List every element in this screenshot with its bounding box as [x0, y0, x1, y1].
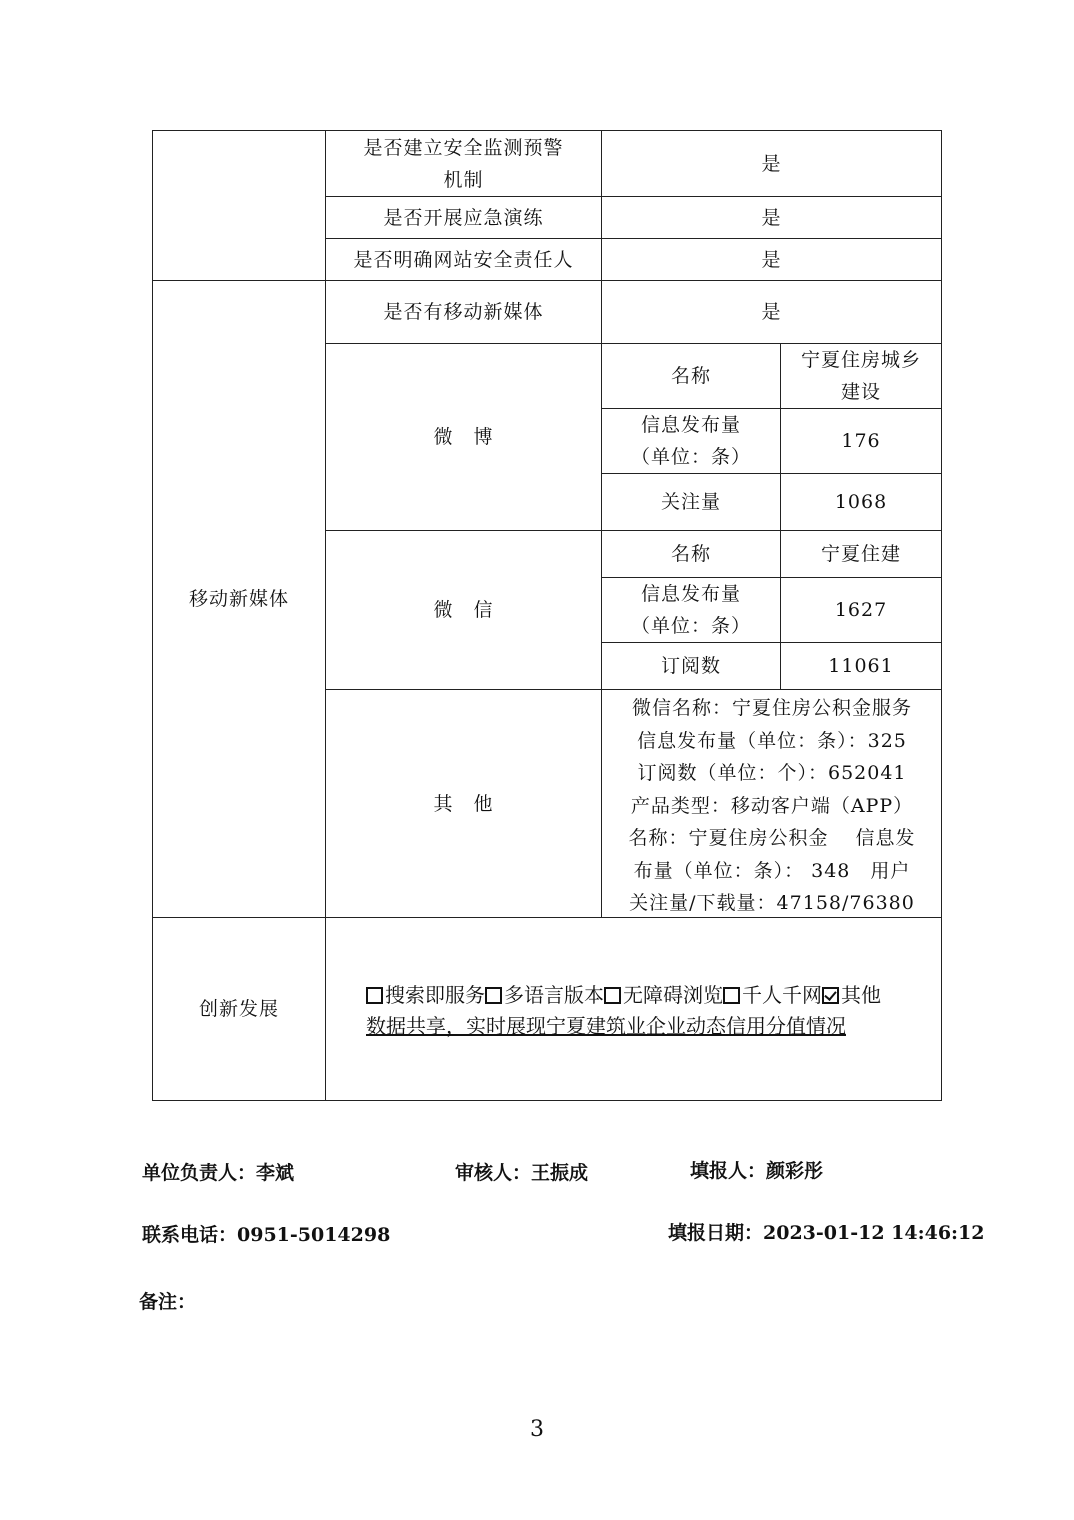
other-details [602, 692, 942, 920]
wechat-name-label: 名称 [670, 543, 711, 565]
checkbox-icon [723, 987, 740, 1004]
innovation-options [366, 980, 881, 1042]
report-date: 填报日期：2023-01-12 14:46:12 [668, 1222, 985, 1244]
drill-label: 是否开展应急演练 [383, 206, 544, 229]
wechat-subs-label: 订阅数 [660, 655, 721, 677]
checkbox-other[interactable]: 其他 [822, 983, 881, 1007]
other-label: 其 他 [433, 792, 494, 815]
mobile-media-section-label: 移动新媒体 [188, 588, 289, 610]
checkbox-icon [604, 987, 621, 1004]
unit-leader: 单位负责人：李斌 [142, 1162, 295, 1184]
has-mobile-label: 是否有移动新媒体 [383, 301, 544, 323]
checkbox-icon [485, 987, 502, 1004]
weibo-posts-label: 信息发布量 （单位：条） [630, 414, 751, 468]
other-line: 布量（单位：条）： 348 用户 [633, 859, 911, 882]
other-line: 关注量/下载量：47158/76380 [629, 892, 915, 914]
checkbox-multilingual[interactable]: 多语言版本 [485, 983, 604, 1007]
monitor-label: 是否建立安全监测预警 机制 [363, 136, 564, 191]
contact-phone: 联系电话：0951-5014298 [142, 1224, 391, 1246]
other-line: 信息发布量（单位：条）：325 [637, 729, 907, 752]
checkbox-search-service[interactable]: 搜索即服务 [366, 983, 485, 1007]
page-number: 3 [530, 1417, 544, 1442]
checkbox-personalized[interactable]: 千人千网 [723, 983, 822, 1007]
checked-checkbox-icon [822, 987, 839, 1004]
weibo-name-value: 宁夏住房城乡 建设 [800, 349, 921, 403]
wechat-posts-value: 1627 [834, 599, 888, 621]
responsible-value: 是 [761, 248, 782, 271]
remark: 备注： [139, 1291, 197, 1313]
weibo-follow-label: 关注量 [660, 491, 721, 513]
wechat-name-value: 宁夏住建 [820, 543, 901, 565]
other-line: 微信名称：宁夏住房公积金服务 [631, 697, 912, 719]
innovation-note: 数据共享，实时展现宁夏建筑业企业动态信用分值情况 [366, 1014, 846, 1038]
weibo-name-label: 名称 [670, 365, 711, 387]
wechat-posts-label: 信息发布量 （单位：条） [630, 583, 751, 637]
other-line: 产品类型：移动客户端（APP） [630, 794, 914, 817]
responsible-label: 是否明确网站安全责任人 [353, 248, 574, 271]
wechat-subs-value: 11061 [828, 655, 894, 677]
other-line: 名称：宁夏住房公积金 信息发 [628, 827, 916, 849]
reviewer: 审核人：王振成 [455, 1162, 589, 1184]
weibo-label: 微 博 [433, 426, 494, 448]
checkbox-accessibility[interactable]: 无障碍浏览 [604, 983, 723, 1007]
monitor-value: 是 [761, 152, 782, 175]
innovation-label: 创新发展 [198, 998, 279, 1020]
filler: 填报人：颜彩彤 [690, 1160, 824, 1182]
has-mobile-value: 是 [761, 301, 782, 323]
other-line: 订阅数（单位：个）：652041 [637, 762, 907, 784]
drill-value: 是 [761, 206, 782, 229]
weibo-follow-value: 1068 [834, 491, 888, 513]
checkbox-icon [366, 987, 383, 1004]
weibo-posts-value: 176 [841, 430, 881, 452]
wechat-label: 微 信 [433, 599, 494, 621]
